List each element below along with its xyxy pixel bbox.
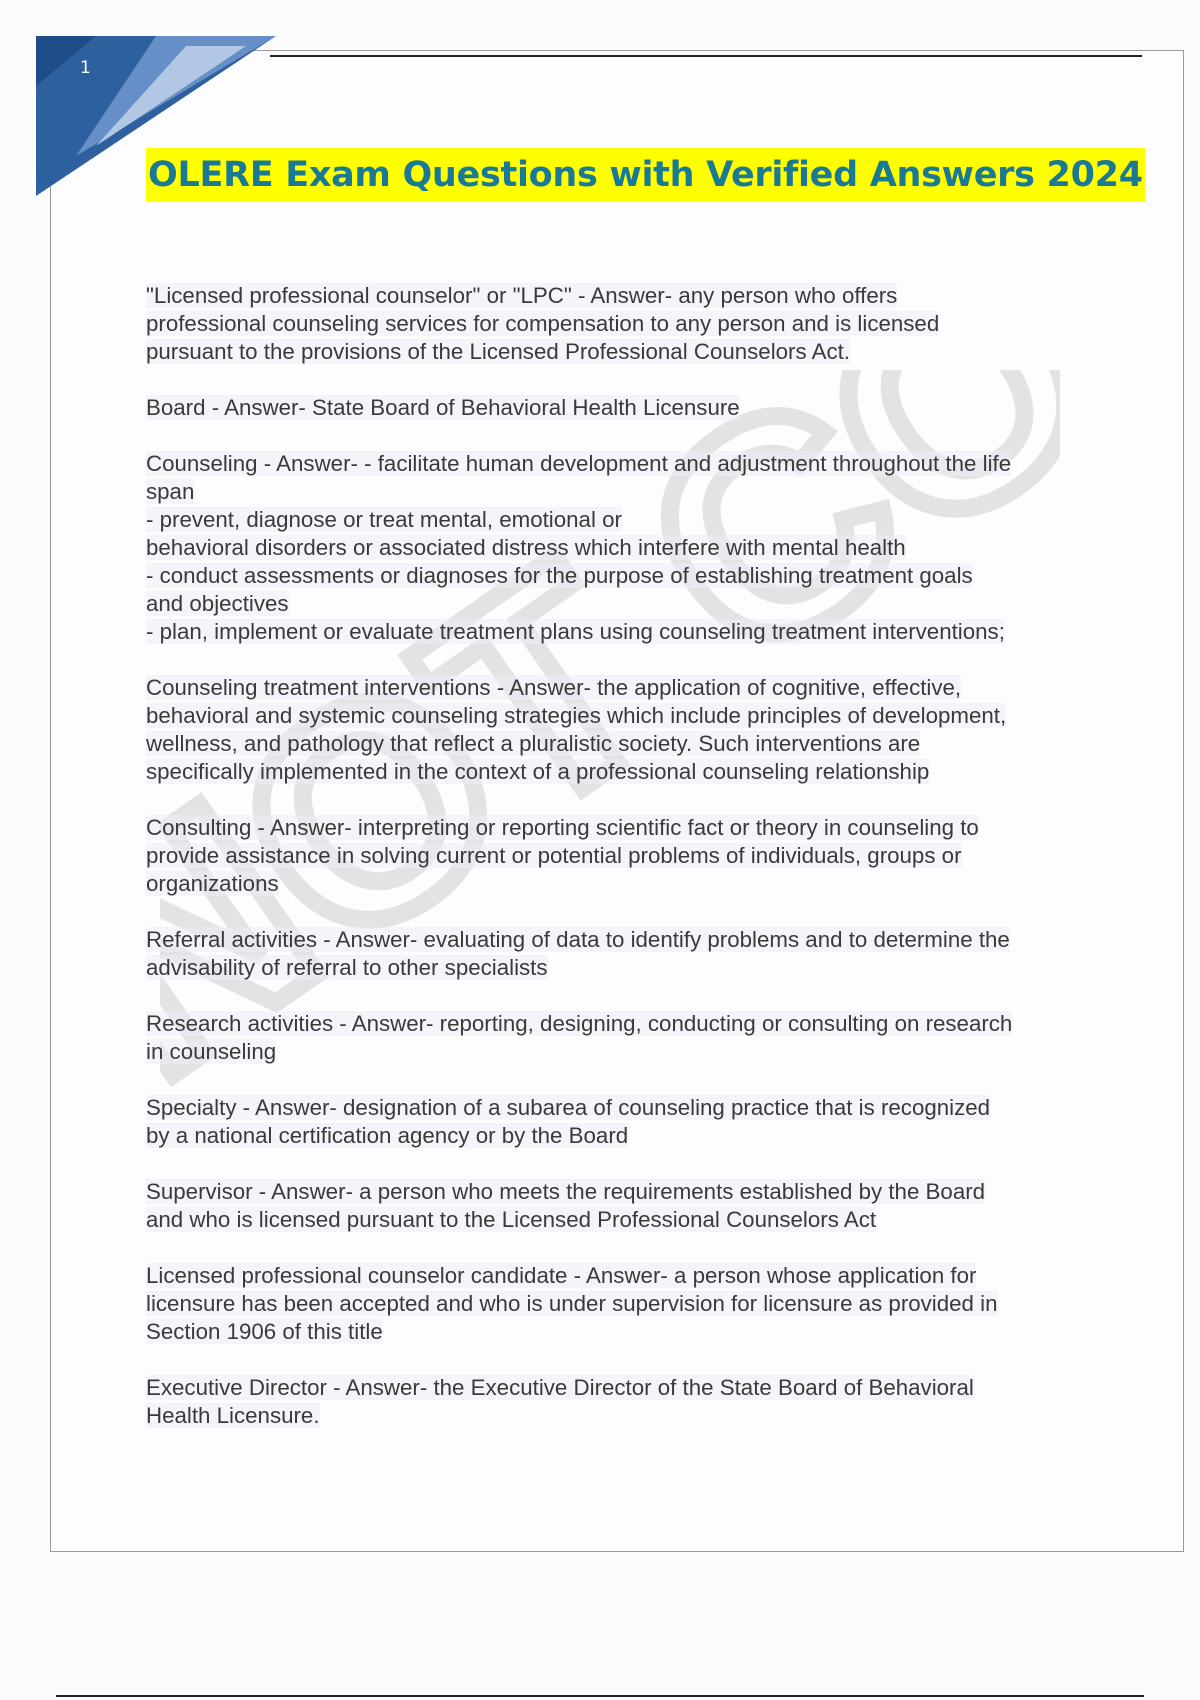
qa-entry-text: Counseling - Answer- - facilitate human development and adjustment throughout the life span - prevent, diagnose or treat mental, emotional or behavioral disorders or associated distress which interfere with mental health - conduct assessments or diagnoses for the purpose of establishing treatment goals and objectives - plan, implement or evaluate treatment plans using counseling treatment interventions; bbox=[146, 451, 1012, 644]
header-rule bbox=[270, 55, 1142, 57]
qa-entry bbox=[146, 814, 1096, 898]
qa-entry bbox=[146, 1094, 1096, 1150]
qa-entry-text: "Licensed professional counselor" or "LPC" - Answer- any person who offers professional counseling services for compensation to any person and is licensed pursuant to the provisions of the Licensed Professional Counselors Act. bbox=[146, 283, 940, 364]
qa-entry-text: Supervisor - Answer- a person who meets the requirements established by the Board and who is licensed pursuant to the Licensed Professional Counselors Act bbox=[146, 1179, 986, 1232]
qa-entry bbox=[146, 1178, 1096, 1234]
qa-entry bbox=[146, 450, 1096, 646]
qa-entry bbox=[146, 1262, 1096, 1346]
qa-entry-text: Specialty - Answer- designation of a subarea of counseling practice that is recognized by a national certification agency or by the Board bbox=[146, 1095, 991, 1148]
qa-entry-text: Board - Answer- State Board of Behavioral Health Licensure bbox=[146, 395, 740, 420]
qa-entry-text: Licensed professional counselor candidate - Answer- a person whose application for licensure has been accepted and who is under supervision for licensure as provided in Section 1906 of this title bbox=[146, 1263, 998, 1344]
footer-rule bbox=[56, 1695, 1144, 1697]
qa-entry bbox=[146, 394, 1096, 422]
qa-entry-text: Consulting - Answer- interpreting or reporting scientific fact or theory in counseling to provide assistance in solving current or potential problems of individuals, groups or organizations bbox=[146, 815, 979, 896]
qa-entry bbox=[146, 282, 1096, 366]
page-number: 1 bbox=[80, 58, 91, 78]
qa-entry-text: Counseling treatment interventions - Answer- the application of cognitive, effective, behavioral and systemic counseling strategies which include principles of development, wellness, and pathology that reflect a pluralistic society. Such interventions are specifically implemented in the context of a professional counseling relationship bbox=[146, 675, 1007, 784]
qa-entry bbox=[146, 674, 1096, 786]
qa-entry bbox=[146, 1374, 1096, 1430]
qa-entry-text: Executive Director - Answer- the Executive Director of the State Board of Behavioral Health Licensure. bbox=[146, 1375, 974, 1428]
qa-entry bbox=[146, 1010, 1096, 1066]
qa-list bbox=[146, 282, 1096, 1458]
qa-entry-text: Referral activities - Answer- evaluating of data to identify problems and to determine the advisability of referral to other specialists bbox=[146, 927, 1010, 980]
page-title: OLERE Exam Questions with Verified Answers 2024 bbox=[146, 148, 1145, 202]
qa-entry-text: Research activities - Answer- reporting, designing, conducting or consulting on research in counseling bbox=[146, 1011, 1013, 1064]
qa-entry bbox=[146, 926, 1096, 982]
